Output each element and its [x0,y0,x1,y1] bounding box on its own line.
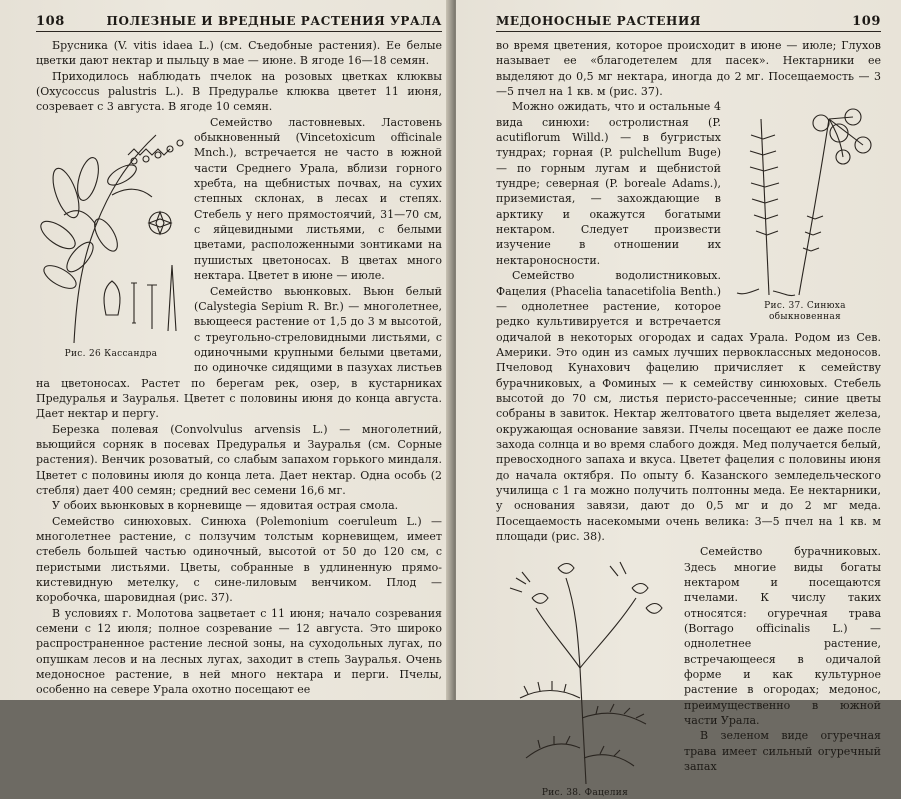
right-page-header [496,14,881,32]
figure-kassandra [36,115,186,360]
paragraph: В зеленом виде огуречная трава имеет сильный огуречный запах [684,729,881,774]
paragraph: Семейство бурачниковых. Здесь многие виды богаты нектаром и посещаются пчелами. К числу таких относятся: огуречная трава (Borrago officinalis L.) — однолетнее растение, встречающееся в одичалой форме и как культурное растение в огородах; медонос, преимущественно в южной части Урала. [684,545,881,728]
left-page [0,0,452,700]
paragraph: Семейство водолистниковых. Фацелия (Phacelia tanacetifolia Benth.) — однолетнее растение, которое редко культивируется и встречается одичалой в некоторых огородах и садах Урала. Родом из Сев. Америки. Это один из самых лучших первоклассных медоносов. Пчеловод Кунахович фацелию причисляет к семейству бурачниковых, а Фоминых — к семейству синюховых. Стебель высотой до 70 см, листья перисто-рассеченные; синие цветы собраны в завиток. Нектар желтоватого цвета выделяет железа, окружающая основание завязи. Пчелы посещают ее даже после захода солнца и во время слабого дождя. Мед получается белый, превосходного запаха и вкуса. Цветет фацелия с половины июня до начала октября. По опыту б. Казанского земледельческого училища с 1 га можно получить полтонны меда. Ее нектарники, у основания завязи, дают до 0,5 мг и до 2 мг меда. Посещаемость насекомыми очень велика: 3—5 пчел на 1 кв. м площади (рис. 38). [496,269,881,543]
paragraph: Березка полевая (Convolvulus arvensis L.) — многолетний, вьющийся сорняк в посевах Предуралья и Зауралья (см. Сорные растения). Венчик розоватый, со слабым запахом горького миндаля. Цветет с половины июля до конца лета. Дает нектар. Одна особь (2 стебля) дает 400 семян; средний вес семени 16,6 мг. [36,422,442,497]
right-page-text [496,38,881,799]
paragraph: Семейство синюховых. Синюха (Polemonium coeruleum L.) — многолетнее растение, с ползучим толстым корневищем, имеет стебель большей частью одиночный, высотой от 50 до 120 см, с перистыми листьями. Цветы, собранные в удлиненную прямо-кистевидную метелку, с сине-лиловым венчиком. Плод — коробочка, шаровидная (рис. 37). [36,514,442,605]
paragraph: У обоих вьюнковых в корневище — ядовитая острая смола. [52,499,399,513]
page-number-left: 108 [36,14,65,29]
figure-caption: Рис. 37. Синюха обыкновенная [764,301,846,323]
paragraph: Приходилось наблюдать пчелок на розовых цветках клюквы (Oxycoccus palustris L.). В Предуралье клюква цветет 11 июня, созревает с 3 августа. В ягоде 10 семян. [36,69,442,114]
paragraph: Можно ожидать, что и остальные 4 вида синюхи: остролистная (P. acutiflorum Willd.) — в бугристых тундрах; горная (P. pulchellum Buge) — по горным лугам и щебнистой тундре; северная (P. boreale Adams.), приземистая, — захождающие в арктику и окажутся богатыми нектаром. Следует произвести изучение в отношении их нектароносности. [496,100,721,267]
facelia-illustration [496,548,674,786]
running-head-left: ПОЛЕЗНЫЕ И ВРЕДНЫЕ РАСТЕНИЯ УРАЛА [106,14,442,28]
figure-caption: Рис. 26 Кассандра [64,348,158,359]
figure-sinyukha [729,99,881,323]
paragraph: Брусника (V. vitis idaea L.) (см. Съедобные растения). Ее белые цветки дают нектар и пыльцу в мае — июне. В ягоде 16—18 семян. [36,39,442,68]
kassandra-illustration [36,115,186,347]
running-head-right: МЕДОНОСНЫЕ РАСТЕНИЯ [496,14,702,28]
left-page-header [36,14,442,32]
left-page-text [36,38,442,698]
paragraph: В условиях г. Молотова зацветает с 11 июня; начало созревания семени с 12 июля; полное созревание — 12 августа. Это широко распространенное растение лесной зоны, на суходольных лугах, по опушкам лесов и на лесных лугах, заходит в степь Зауралья. Очень медоносное растение, в ней много нектара и перги. Пчелы, особенно на севере Урала охотно посещают ее [36,606,442,697]
paragraph: Семейство ластовневых. Ластовень обыкновенный (Vincetoxicum officinale Mnch.), встречается не часто в южной части Среднего Урала, вблизи горного хребта, на щебнистых почвах, на сухих степных склонах, в лесах и степях. Стебель у него прямостоячий, 31—70 см, с яйцевидными листьями, с белыми цветами, расположенными зонтиками на пушистых цветоносах. В цветах много нектара. Цветет в июне — июле. [194,115,442,283]
sinyukha-illustration [729,99,881,299]
figure-facelia [496,548,674,799]
figure-caption: Рис. 38. Фацелия [541,788,629,799]
paragraph: Семейство вьюнковых. Вьюн белый (Calystegia Sepium R. Br.) — многолетнее, вьющееся растение от 1,5 до 3 м высотой, с треугольно-стреловидными листьями, с одиночными крупными белыми цветами, по одиночке сидящими в пазухах листьев на цветоносах. Растет по берегам рек, озер, в кустарниках Предуралья и Зауралья. Цветет с половины июня до конца августа. Дает нектар и пергу. [36,284,442,421]
page-number-right: 109 [852,14,881,29]
paragraph: во время цветения, которое происходит в июне — июле; Глухов называет ее «благодетелем для пасек». Нектарники ее выделяют до 0,5 мг нектара, иногда до 2 мг. Посещаемость — 3—5 пчел на 1 кв. м (рис. 37). [496,39,881,99]
right-page [456,0,901,799]
